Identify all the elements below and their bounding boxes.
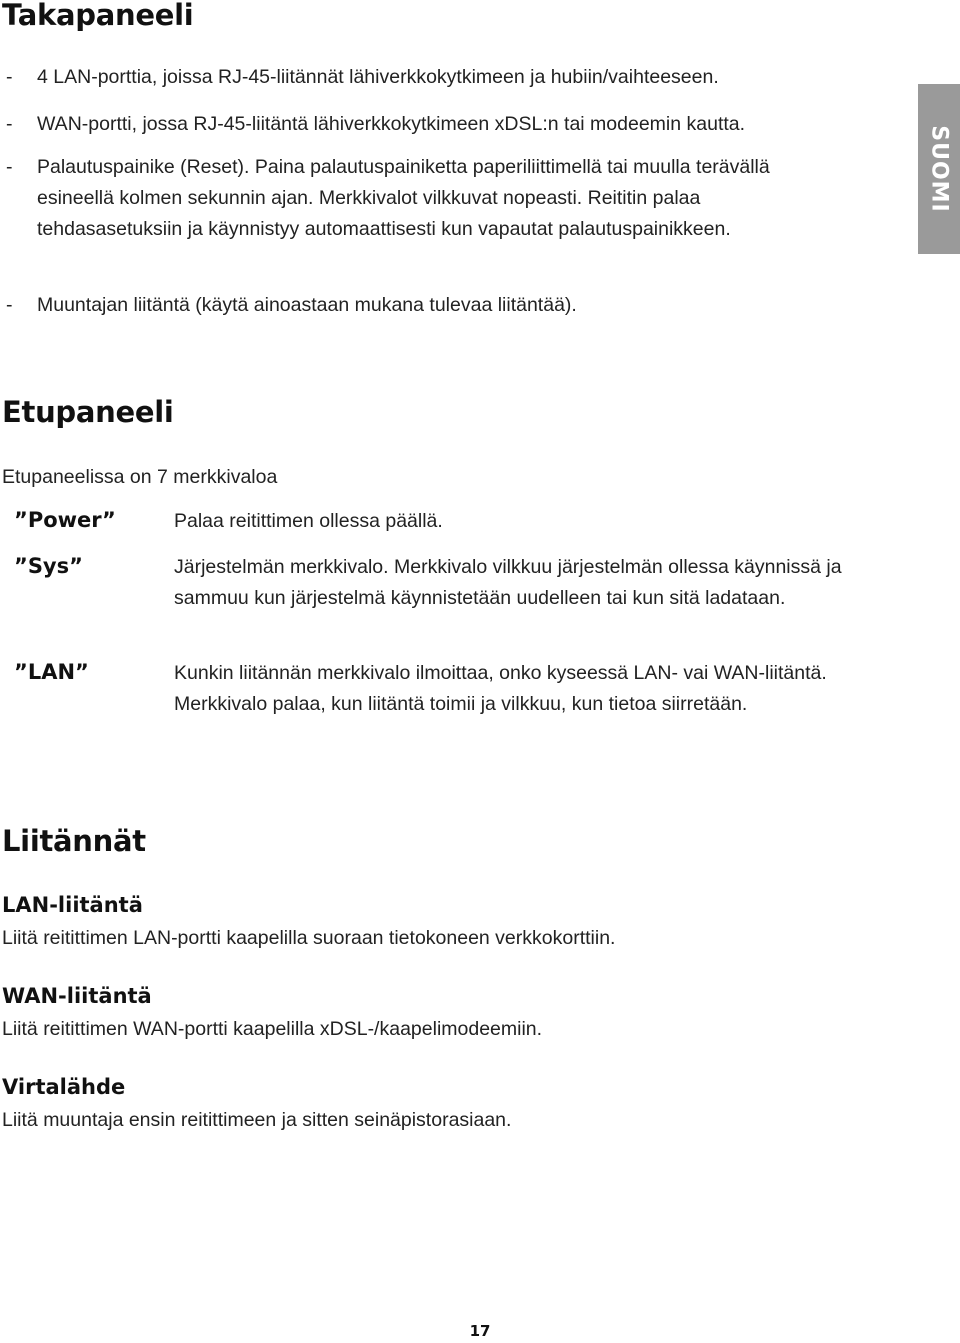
rear-panel-item: - 4 LAN-porttia, joissa RJ-45-liitännät lähiverkkokytkimeen ja hubiin/vaihteeseen. — [6, 66, 719, 88]
power-supply-title: Virtalähde — [2, 1075, 126, 1099]
rear-panel-heading: Takapaneeli — [2, 0, 194, 32]
language-tab-label: SUOMI — [926, 125, 952, 213]
front-panel-heading: Etupaneeli — [2, 395, 174, 429]
lan-connection-text: Liitä reitittimen LAN-portti kaapelilla suoraan tietokoneen verkkokorttiin. — [2, 927, 616, 949]
led-label-power: ”Power” — [14, 508, 116, 532]
rear-panel-item: - Muuntajan liitäntä (käytä ainoastaan mukana tulevaa liitäntää). — [6, 294, 577, 316]
wan-connection-title: WAN-liitäntä — [2, 984, 152, 1008]
led-label-lan: ”LAN” — [14, 660, 89, 684]
led-description-lan: Kunkin liitännän merkkivalo ilmoittaa, onko kyseessä LAN- vai WAN-liitäntä. Merkkivalo palaa, kun liitäntä toimii ja vilkkuu, kun tietoa siirretään. — [174, 662, 827, 715]
power-supply-text: Liitä muuntaja ensin reitittimeen ja sitten seinäpistorasiaan. — [2, 1109, 512, 1131]
led-description-power: Palaa reitittimen ollessa päällä. — [174, 510, 443, 532]
led-label-sys: ”Sys” — [14, 554, 83, 578]
wan-connection-text: Liitä reitittimen WAN-portti kaapelilla xDSL-/kaapelimodeemiin. — [2, 1018, 543, 1040]
connections-heading: Liitännät — [2, 824, 146, 858]
language-tab — [918, 84, 960, 254]
rear-panel-item: - WAN-portti, jossa RJ-45-liitäntä lähiverkkokytkimeen xDSL:n tai modeemin kautta. — [6, 113, 746, 135]
page-number: 17 — [469, 1322, 491, 1340]
lan-connection-title: LAN-liitäntä — [2, 893, 143, 917]
front-panel-intro: Etupaneelissa on 7 merkkivaloa — [2, 466, 278, 488]
rear-panel-item: - Palautuspainike (Reset). Paina palautuspainiketta paperiliittimellä tai muulla terävällä esineellä kolmen sekunnin ajan. Merkkivalot vilkkuvat nopeasti. Reititin palaa tehdasasetuksiin ja käynnistyy automaattisesti kun vapautat palautuspainikkeen. — [6, 156, 770, 240]
led-description-sys: Järjestelmän merkkivalo. Merkkivalo vilkkuu järjestelmän ollessa käynnissä ja sammuu kun järjestelmä käynnistetään uudelleen tai kun sitä ladataan. — [174, 556, 842, 609]
